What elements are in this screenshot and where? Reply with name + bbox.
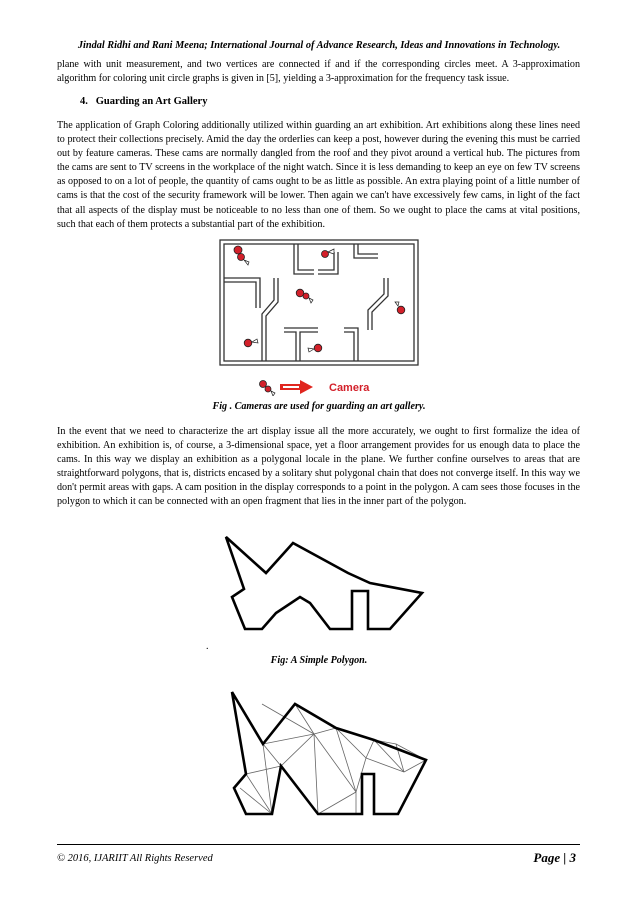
partition-wall [368,278,388,330]
camera-icon [244,339,258,347]
section-number: 4. [80,96,88,107]
camera-icon [322,249,335,258]
camera-icon [308,344,322,352]
section-heading [80,96,207,107]
camera-icon [296,289,313,303]
running-header: Jindal Ridhi and Rani Meena; International Journal of Advance Research, Ideas and Innovations in Technology. [77,40,561,51]
intro-paragraph: plane with unit measurement, and two vertices are connected if and if the corresponding circles meet. A 3-approximation algorithm for coloring unit circle graphs is given in [5], yielding a 3-approximation for the frequency task issue. [57,59,580,85]
gallery-figure-caption: Fig . Cameras are used for guarding an art gallery. [212,401,426,412]
partition-wall [224,278,260,308]
camera-icon [395,302,405,314]
art-gallery-floorplan [218,238,420,368]
footer-page-number: Page | 3 [533,850,576,865]
gallery-inner-wall [224,244,414,361]
camera-legend [255,378,385,396]
triangulated-polygon-outline [232,692,426,814]
stray-mark: . [206,641,209,652]
partition-wall [344,328,358,361]
triangulated-polygon-figure [226,688,432,824]
camera-icon [234,246,249,265]
section-title: Guarding an Art Gallery [95,96,208,107]
partition-wall [354,244,378,258]
partition-wall [284,328,318,361]
footer-copyright: © 2016, IJARIIT All Rights Reserved [57,853,213,864]
partition-wall [262,278,278,361]
arrow-right-icon [280,380,313,394]
simple-polygon-caption: Fig: A Simple Polygon. [270,655,368,666]
simple-polygon-outline [226,537,422,629]
section-paragraph-2: In the event that we need to characterize the art display issue all the more accurately, we ought to first formalize the idea of exhibition. An exhibition is, of course, a 3-dimensional space, yet a floor arrangement provides for us enough data to place the cams. In this way we display an exhibition as a polygonal locale in the plane. We further confine ourselves to areas that are straightforward polygons, that is, districts encased by a solitary shut polygonal chain that does not converge itself. In this way we don't permit areas with gaps. A cam position in the display corresponds to a point in the polygon. A cam sees those focuses in the polygon to which it can be connected with an open fragment that lies in the inner part of the polygon. [57,426,580,508]
camera-legend-label: Camera [329,382,370,394]
partition-wall [294,244,314,274]
section-paragraph-1: The application of Graph Coloring additionally utilized within guarding an art exhibition. Art exhibitions along these lines need to protect their collections precisely. Amid the day the orderlies can keep a post, however during the evening this must be carried out by feature cameras. These cams are normally dangled from the roof and they pivot around a vertical hub. The pictures from the cams are sent to TV screens in the workplace of the night watch. Since it is less demanding to keep an eye on few TV screens as opposed to on a lot of people, the quantity of cams ought to be as little as possible. An extra playing point of a little number of cams is that the cost of the security framework will be lower. Then again we can't have excessively few cams, in light of the fact that all aspects of the display must be noticeable to no less than one of them. So we ought to place the cams at vital positions, such that each of them protects a substantial part of the exhibition. [57,120,580,230]
camera-icon [260,381,276,397]
simple-polygon-figure [220,533,426,633]
footer-rule [57,844,580,845]
triangulation-diagonals [240,704,426,814]
